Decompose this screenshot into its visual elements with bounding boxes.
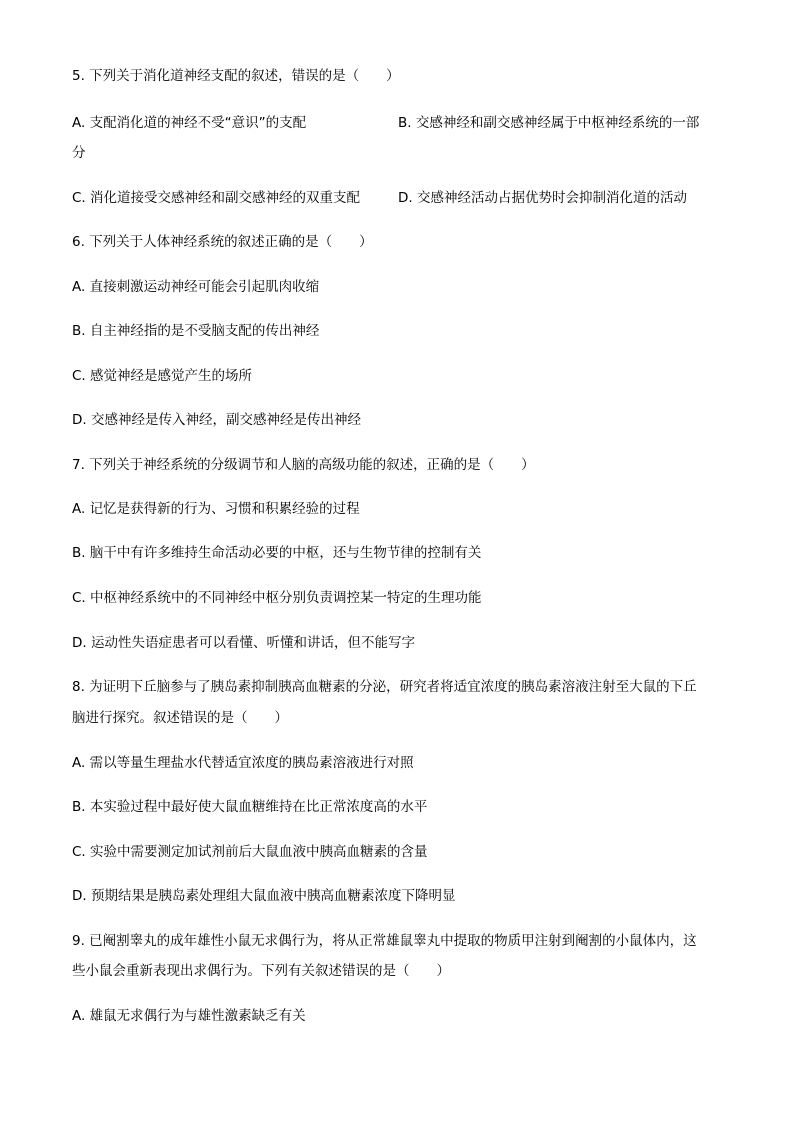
- question-8-stem-continued: 脑进行探究。叙述错误的是（ ）: [72, 710, 288, 726]
- question-6-option-c: C. 感觉神经是感觉产生的场所: [72, 368, 253, 384]
- question-5-option-b-continued: 分: [72, 145, 86, 161]
- question-7-stem: 7. 下列关于神经系统的分级调节和人脑的高级功能的叙述，正确的是（ ）: [72, 457, 535, 473]
- question-5-stem: 5. 下列关于消化道神经支配的叙述，错误的是（ ）: [72, 68, 400, 84]
- question-5-option-d: D. 交感神经活动占据优势时会抑制消化道的活动: [398, 190, 687, 206]
- question-5-option-c: C. 消化道接受交感神经和副交感神经的双重支配: [72, 190, 361, 206]
- question-8-option-d: D. 预期结果是胰岛素处理组大鼠血液中胰高血糖素浓度下降明显: [72, 888, 456, 904]
- question-8-stem: 8. 为证明下丘脑参与了胰岛素抑制胰高血糖素的分泌，研究者将适宜浓度的胰岛素溶液注射至大鼠的下丘: [72, 679, 697, 695]
- question-7-option-a: A. 记忆是获得新的行为、习惯和积累经验的过程: [72, 501, 360, 517]
- question-6-option-a: A. 直接刺激运动神经可能会引起肌肉收缩: [72, 279, 320, 295]
- question-7-option-d: D. 运动性失语症患者可以看懂、听懂和讲话，但不能写字: [72, 635, 415, 651]
- question-8-option-a: A. 需以等量生理盐水代替适宜浓度的胰岛素溶液进行对照: [72, 755, 414, 771]
- question-9-stem: 9. 已阉割睾丸的成年雄性小鼠无求偶行为，将从正常雄鼠睾丸中提取的物质甲注射到阉割的小鼠体内，这: [72, 933, 697, 949]
- question-6-option-b: B. 自主神经指的是不受脑支配的传出神经: [72, 323, 320, 339]
- question-9-stem-continued: 些小鼠会重新表现出求偶行为。下列有关叙述错误的是（ ）: [72, 963, 450, 979]
- question-6-stem: 6. 下列关于人体神经系统的叙述正确的是（ ）: [72, 234, 373, 250]
- question-8-option-c: C. 实验中需要测定加试剂前后大鼠血液中胰高血糖素的含量: [72, 844, 428, 860]
- question-5-option-b: B. 交感神经和副交感神经属于中枢神经系统的一部: [398, 115, 700, 131]
- question-5-option-a: A. 支配消化道的神经不受“意识”的支配: [72, 115, 307, 131]
- question-7-option-b: B. 脑干中有许多维持生命活动必要的中枢，还与生物节律的控制有关: [72, 545, 482, 561]
- question-8-option-b: B. 本实验过程中最好使大鼠血糖维持在比正常浓度高的水平: [72, 799, 428, 815]
- question-9-option-a: A. 雄鼠无求偶行为与雄性激素缺乏有关: [72, 1008, 306, 1024]
- question-6-option-d: D. 交感神经是传入神经，副交感神经是传出神经: [72, 412, 361, 428]
- question-7-option-c: C. 中枢神经系统中的不同神经中枢分别负责调控某一特定的生理功能: [72, 590, 482, 606]
